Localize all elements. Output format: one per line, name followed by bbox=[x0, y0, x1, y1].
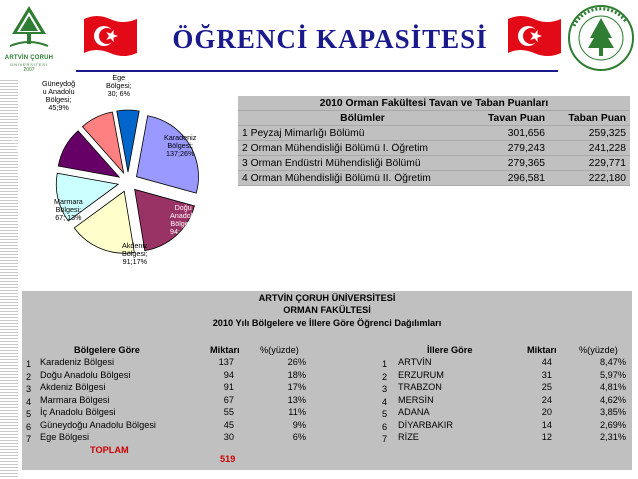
column-header: Tavan Puan bbox=[487, 112, 545, 124]
region-name: İç Anadolu Bölgesi bbox=[40, 407, 116, 417]
row-number: 5 bbox=[382, 409, 388, 419]
city-percent: 3,85% bbox=[599, 407, 626, 417]
table-subtitle: ORMAN FAKÜLTESİ bbox=[283, 305, 371, 315]
pie-label-marmara: Marmara Bölgesi; 67; 13% bbox=[54, 197, 83, 222]
min-score: 241,228 bbox=[588, 142, 626, 154]
logo-year: 2007 bbox=[23, 67, 35, 73]
city-name: ARTVİN bbox=[398, 357, 432, 367]
turkish-flag-icon bbox=[82, 13, 139, 58]
row-number: 4 bbox=[382, 396, 388, 407]
column-header: Bölümler bbox=[340, 112, 385, 124]
region-count: 137 bbox=[218, 357, 234, 367]
column-header: Taban Puan bbox=[568, 112, 626, 124]
row-number: 3 bbox=[382, 384, 388, 394]
university-logo bbox=[4, 4, 54, 76]
row-number: 1 bbox=[26, 359, 32, 369]
table-row bbox=[238, 156, 630, 171]
region-count: 91 bbox=[223, 382, 234, 392]
region-percent: 17% bbox=[287, 382, 306, 392]
row-number: 3 bbox=[26, 384, 32, 394]
region-count: 30 bbox=[223, 432, 234, 442]
region-percent: 13% bbox=[287, 394, 306, 405]
row-number: 6 bbox=[382, 421, 388, 432]
city-count: 14 bbox=[541, 419, 552, 430]
pie-label-karadeniz: Karadeniz Bölgesi; 137;26% bbox=[164, 133, 197, 158]
min-score: 222,180 bbox=[588, 172, 626, 184]
row-number: 4 bbox=[26, 396, 32, 407]
distribution-table bbox=[22, 291, 632, 470]
region-percent: 9% bbox=[292, 419, 306, 430]
row-number: 5 bbox=[26, 409, 32, 419]
region-name: Karadeniz Bölgesi bbox=[40, 357, 115, 367]
city-percent: 2,69% bbox=[599, 419, 626, 430]
department-name: 2 Orman Mühendisliği Bölümü I. Öğretim bbox=[242, 142, 428, 154]
region-count: 94 bbox=[223, 369, 234, 380]
city-count: 20 bbox=[541, 407, 552, 417]
min-score: 259,325 bbox=[588, 127, 626, 139]
region-percent: 6% bbox=[292, 432, 306, 442]
score-table-header bbox=[238, 111, 630, 126]
column-header: %(yüzde) bbox=[579, 345, 618, 355]
pie-label-guneydogu-anadolu: Güneydoğ u Anadolu Bölgesi; 45;9% bbox=[42, 79, 76, 112]
region-count: 55 bbox=[223, 407, 234, 417]
column-header: İllere Göre bbox=[427, 345, 473, 355]
city-count: 31 bbox=[541, 369, 552, 380]
table-row bbox=[238, 171, 630, 186]
table-row bbox=[238, 141, 630, 156]
city-percent: 5,97% bbox=[599, 369, 626, 380]
city-percent: 8,47% bbox=[599, 357, 626, 367]
region-percent: 11% bbox=[288, 407, 306, 417]
logo-name: ARTVİN ÇORUH bbox=[4, 55, 54, 61]
city-name: TRABZON bbox=[398, 382, 442, 392]
department-name: 4 Orman Mühendisliği Bölümü II. Öğretim bbox=[242, 172, 431, 184]
page-title: ÖĞRENCİ KAPASİTESİ bbox=[172, 24, 488, 54]
score-table bbox=[238, 96, 630, 186]
column-header: Bölgelere Göre bbox=[74, 345, 140, 355]
pie-label-akdeniz: Akdeniz Bölgesi; 91;17% bbox=[122, 241, 148, 266]
city-count: 25 bbox=[541, 382, 552, 392]
region-name: Marmara Bölgesi bbox=[40, 394, 110, 405]
region-percent: 26% bbox=[287, 357, 306, 367]
city-name: MERSİN bbox=[398, 394, 434, 405]
city-name: ADANA bbox=[398, 407, 430, 417]
region-name: Güneydoğu Anadolu Bölgesi bbox=[40, 419, 156, 430]
tree-logo-icon bbox=[4, 4, 54, 50]
column-header: Miktarı bbox=[527, 345, 557, 355]
row-number: 7 bbox=[382, 434, 388, 444]
city-percent: 4,81% bbox=[599, 382, 626, 392]
city-name: RİZE bbox=[398, 432, 419, 442]
region-count: 67 bbox=[223, 394, 234, 405]
row-number: 6 bbox=[26, 421, 32, 432]
table-title: ARTVİN ÇORUH ÜNİVERSİTESİ bbox=[258, 293, 396, 303]
pie-label-ic-anadolu: İç Anadolu Bölgesi; 55; 11% bbox=[12, 135, 46, 160]
row-number: 1 bbox=[382, 359, 388, 369]
city-name: DİYARBAKIR bbox=[398, 419, 453, 430]
row-number: 2 bbox=[382, 371, 388, 382]
pie-label-dogu-anadolu: Doğu Anadolu Bölgesi; 94; 18% bbox=[170, 203, 197, 236]
table-row bbox=[238, 126, 630, 141]
city-count: 24 bbox=[541, 394, 552, 405]
faculty-seal-icon bbox=[566, 2, 636, 74]
max-score: 279,365 bbox=[507, 157, 545, 169]
column-header: Miktarı bbox=[210, 345, 240, 355]
city-percent: 2,31% bbox=[599, 432, 626, 442]
pie-label-ege: Ege Bölgesi; 30; 6% bbox=[106, 73, 132, 98]
total-label: TOPLAM bbox=[90, 445, 129, 455]
min-score: 229,771 bbox=[588, 157, 626, 169]
department-name: 1 Peyzaj Mimarlığı Bölümü bbox=[242, 127, 365, 139]
row-number: 2 bbox=[26, 371, 32, 382]
turkish-flag-icon bbox=[506, 13, 563, 58]
region-percent: 18% bbox=[287, 369, 306, 380]
city-percent: 4,62% bbox=[599, 394, 626, 405]
city-count: 44 bbox=[541, 357, 552, 367]
region-name: Doğu Anadolu Bölgesi bbox=[40, 369, 131, 380]
city-name: ERZURUM bbox=[398, 369, 444, 380]
score-table-caption: 2010 Orman Fakültesi Tavan ve Taban Puanları bbox=[238, 96, 630, 111]
region-count: 45 bbox=[223, 419, 234, 430]
region-name: Ege Bölgesi bbox=[40, 432, 90, 442]
max-score: 279,243 bbox=[507, 142, 545, 154]
department-name: 3 Orman Endüstri Mühendisliği Bölümü bbox=[242, 157, 421, 169]
header bbox=[0, 0, 638, 80]
column-header: %(yüzde) bbox=[260, 345, 299, 355]
total-value: 519 bbox=[220, 454, 236, 464]
logo-subtitle: ÜNİVERSİTESİ bbox=[10, 62, 48, 67]
max-score: 301,656 bbox=[507, 127, 545, 139]
row-number: 7 bbox=[26, 434, 32, 444]
city-count: 12 bbox=[541, 432, 552, 442]
table-caption: 2010 Yılı Bölgelere ve İllere Göre Öğrenci Dağılımları bbox=[212, 318, 442, 328]
region-name: Akdeniz Bölgesi bbox=[40, 382, 106, 392]
max-score: 296,581 bbox=[507, 172, 545, 184]
